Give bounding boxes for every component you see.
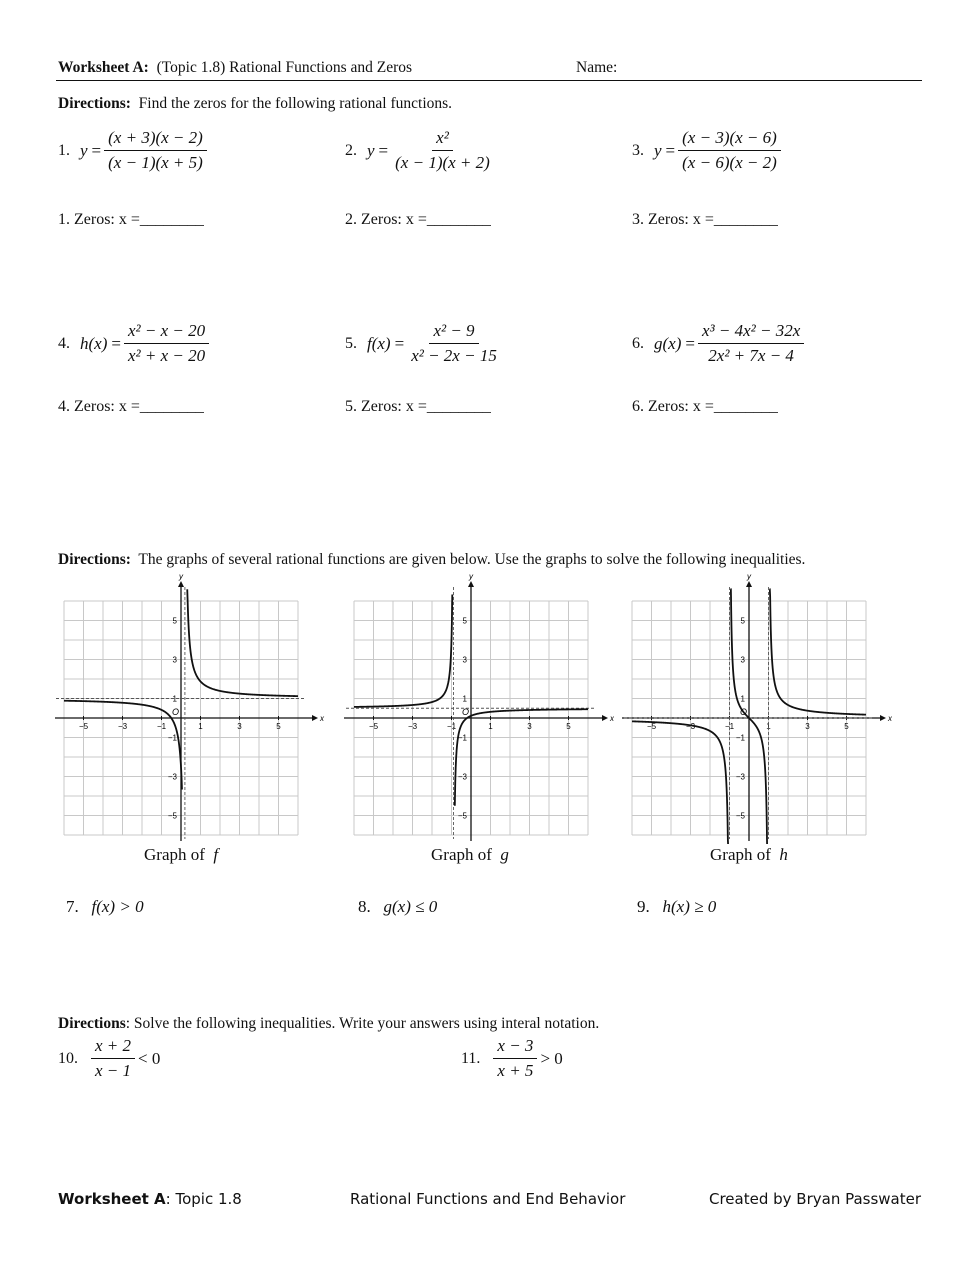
graph-g <box>344 574 614 844</box>
x-axis-arrow <box>602 715 608 721</box>
caption-fn: h <box>779 845 788 864</box>
caption-prefix: Graph of <box>710 845 771 864</box>
problem-lhs: f(x) <box>367 333 391 353</box>
problem-6: 6. g(x) = $\frac{\text{x³ − 4x² − 32x}}{\text{2x² + 7x − 4}}$ <box>632 321 807 366</box>
problem-lhs: y <box>367 140 375 160</box>
directions-1-text: Find the zeros for the following rational functions. <box>138 95 453 112</box>
y-tick-label: 3 <box>172 655 177 665</box>
problem-lhs: g(x) <box>654 333 682 353</box>
fraction <box>407 321 501 366</box>
graph-f-caption <box>144 845 218 865</box>
directions-2-text: The graphs of several rational functions are given below. Use the graphs to solve the following inequalities. <box>138 551 806 568</box>
problem-3: 3. y = $\frac{(x - 3)(x - 6)}{(x - 6)(x - 2)}$ <box>632 128 784 173</box>
problem-number: 10. <box>58 1049 78 1067</box>
denominator: 2x² + 7x − 4 <box>708 346 794 365</box>
function-curve <box>354 595 452 707</box>
zeros-answer-4[interactable]: 4. Zeros: x =________ <box>58 398 204 415</box>
function-curve <box>632 721 729 844</box>
x-axis-label: x <box>888 714 892 723</box>
denominator: x − 1 <box>95 1061 132 1080</box>
y-tick-label: −3 <box>735 772 745 782</box>
x-tick-label: 1 <box>198 722 203 731</box>
x-tick-label: −5 <box>368 722 379 731</box>
header-rule <box>56 80 922 81</box>
footer-center: Rational Functions and End Behavior <box>350 1190 626 1208</box>
inequality-text: g(x) ≤ 0 <box>383 897 438 916</box>
problem-number: 4. <box>58 334 70 352</box>
x-axis-label: x <box>610 714 614 723</box>
y-axis-label: y <box>469 574 473 581</box>
graph-f-panel <box>55 574 335 849</box>
directions-3-label: Directions <box>58 1015 126 1032</box>
directions-1 <box>58 95 452 113</box>
x-tick-label: 5 <box>566 722 571 731</box>
problem-11 <box>461 1036 563 1081</box>
problem-number: 2. <box>345 141 357 159</box>
name-label: Name: <box>576 59 618 76</box>
y-axis-arrow <box>468 581 474 587</box>
worksheet-title-rest: (Topic 1.8) Rational Functions and Zeros <box>156 59 413 76</box>
x-tick-label: −1 <box>156 722 167 731</box>
problem-5: 5. f(x) = $\frac{\text{x² − 9}}{\text{x² − 2x − 15}}$ <box>345 321 504 366</box>
problem-lhs: y <box>654 140 662 160</box>
x-tick-label: −3 <box>407 722 418 731</box>
x-axis-arrow <box>880 715 886 721</box>
zeros-answer-5[interactable]: 5. Zeros: x =________ <box>345 398 491 415</box>
x-tick-label: 3 <box>237 722 242 731</box>
origin-label: O <box>740 707 748 717</box>
y-tick-label: 3 <box>740 655 745 665</box>
zeros-answer-1[interactable]: 1. Zeros: x =________ <box>58 211 204 228</box>
problem-2: 2. y = $\frac{\text{x²}}{(x - 1)(x + 2)}$ <box>345 128 497 173</box>
x-tick-label: 5 <box>844 722 849 731</box>
y-tick-label: 5 <box>462 616 467 626</box>
fraction <box>104 128 207 173</box>
zeros-answer-2[interactable]: 2. Zeros: x =________ <box>345 211 491 228</box>
inequality-number: 7. <box>66 897 79 916</box>
x-tick-label: −1 <box>446 722 457 731</box>
graph-f <box>55 574 335 844</box>
problem-4: 4. h(x) = $\frac{\text{x² − x − 20}}{\text{x² + x − 20}}$ <box>58 321 212 366</box>
problem-number: 5. <box>345 334 357 352</box>
numerator: x − 3 <box>493 1036 537 1059</box>
denominator: (x − 1)(x + 5) <box>108 153 203 172</box>
x-tick-label: −3 <box>117 722 128 731</box>
caption-fn: f <box>213 845 219 864</box>
problem-lhs: y <box>80 140 88 160</box>
y-tick-label: −1 <box>167 733 177 743</box>
fraction <box>698 321 804 366</box>
y-tick-label: −3 <box>457 772 467 782</box>
x-tick-label: 1 <box>488 722 493 731</box>
fraction <box>493 1036 537 1081</box>
graph-h-panel <box>622 574 892 849</box>
fraction <box>678 128 781 173</box>
inequality-text: h(x) ≥ 0 <box>662 897 717 916</box>
x-tick-label: 3 <box>527 722 532 731</box>
y-tick-label: −5 <box>457 811 467 821</box>
graph-h <box>622 574 892 844</box>
graph-g-caption <box>431 845 509 865</box>
x-axis-arrow <box>312 715 318 721</box>
numerator: x² − 9 <box>429 321 478 344</box>
worksheet-title <box>58 59 412 77</box>
problem-10 <box>58 1036 160 1081</box>
origin-label: O <box>462 707 470 717</box>
function-curve <box>187 589 298 696</box>
y-tick-label: 5 <box>172 616 177 626</box>
footer-left <box>58 1190 242 1208</box>
x-tick-label: 5 <box>276 722 281 731</box>
directions-1-label: Directions: <box>58 95 131 112</box>
problem-number: 11. <box>461 1049 481 1067</box>
x-tick-label: −3 <box>685 722 696 731</box>
inequality-text: f(x) > 0 <box>91 897 144 916</box>
problem-number: 3. <box>632 141 644 159</box>
y-axis-arrow <box>746 581 752 587</box>
origin-label: O <box>172 707 180 717</box>
relation: > 0 <box>540 1048 563 1068</box>
inequality-9 <box>637 897 716 917</box>
fraction <box>124 321 209 366</box>
footer-left-rest: : Topic 1.8 <box>165 1190 242 1208</box>
caption-fn: g <box>500 845 509 864</box>
relation: < 0 <box>138 1048 161 1068</box>
inequality-8 <box>358 897 437 917</box>
numerator: x + 2 <box>91 1036 135 1059</box>
y-axis-label: y <box>179 574 183 581</box>
y-tick-label: −5 <box>167 811 177 821</box>
y-tick-label: −1 <box>457 733 467 743</box>
numerator: x³ − 4x² − 32x <box>698 321 804 344</box>
problem-1: 1. y = $\frac{(x + 3)(x - 2)}{(x - 1)(x + 5)}$ <box>58 128 210 173</box>
worksheet-title-bold: Worksheet A: <box>58 59 149 76</box>
caption-prefix: Graph of <box>144 845 205 864</box>
y-tick-label: 1 <box>462 694 467 704</box>
x-tick-label: 1 <box>766 722 771 731</box>
fraction <box>91 1036 135 1081</box>
y-tick-label: 3 <box>462 655 467 665</box>
problem-number: 1. <box>58 141 70 159</box>
inequality-number: 8. <box>358 897 371 916</box>
y-axis-arrow <box>178 581 184 587</box>
footer-left-bold: Worksheet A <box>58 1190 166 1208</box>
fraction <box>391 128 494 173</box>
directions-2-label: Directions: <box>58 551 131 568</box>
inequality-number: 9. <box>637 897 650 916</box>
denominator: x² − 2x − 15 <box>411 346 497 365</box>
inequality-7 <box>66 897 144 917</box>
x-tick-label: −5 <box>78 722 89 731</box>
graph-h-caption <box>710 845 788 865</box>
footer-right: Created by Bryan Passwater <box>709 1190 922 1208</box>
denominator: x + 5 <box>497 1061 534 1080</box>
directions-3-text: : Solve the following inequalities. Write your answers using interal notation. <box>125 1015 600 1032</box>
x-tick-label: −5 <box>646 722 657 731</box>
y-tick-label: 1 <box>740 694 745 704</box>
zeros-answer-3[interactable]: 3. Zeros: x =________ <box>632 211 778 228</box>
numerator: (x + 3)(x − 2) <box>104 128 207 151</box>
denominator: (x − 6)(x − 2) <box>682 153 777 172</box>
numerator: (x − 3)(x − 6) <box>678 128 781 151</box>
x-axis-label: x <box>320 714 324 723</box>
caption-prefix: Graph of <box>431 845 492 864</box>
y-axis-label: y <box>747 574 751 581</box>
problem-lhs: h(x) <box>80 333 108 353</box>
directions-3 <box>58 1015 599 1033</box>
numerator: x² − x − 20 <box>124 321 209 344</box>
graph-g-panel <box>344 574 614 849</box>
denominator: x² + x − 20 <box>127 346 206 365</box>
zeros-answer-6[interactable]: 6. Zeros: x =________ <box>632 398 778 415</box>
x-tick-label: −1 <box>724 722 735 731</box>
y-tick-label: 1 <box>172 694 177 704</box>
problem-number: 6. <box>632 334 644 352</box>
function-curve <box>769 589 866 714</box>
numerator: x² <box>432 128 453 151</box>
y-tick-label: −5 <box>735 811 745 821</box>
y-tick-label: −3 <box>167 772 177 782</box>
x-tick-label: 3 <box>805 722 810 731</box>
denominator: (x − 1)(x + 2) <box>395 153 490 172</box>
y-tick-label: 5 <box>740 616 745 626</box>
directions-2 <box>58 551 805 569</box>
y-tick-label: −1 <box>735 733 745 743</box>
